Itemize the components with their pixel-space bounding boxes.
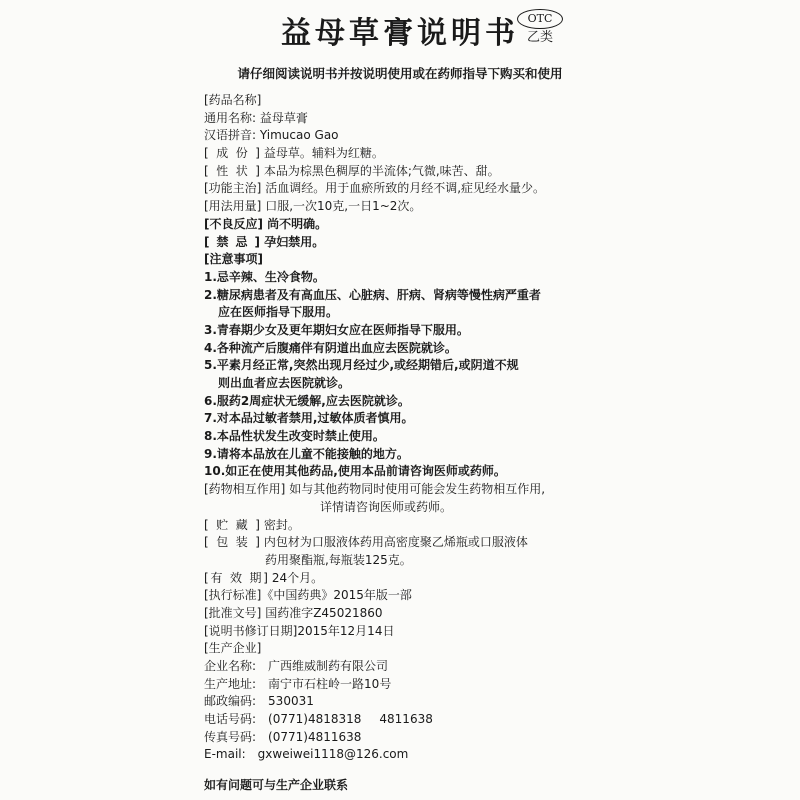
section-drug-name-header: [药品名称] [204, 93, 262, 107]
dosage-value: 口服,一次10克,一日1~2次。 [265, 199, 422, 214]
precaution-item-continued: 应在医师指导下服用。 [218, 305, 339, 320]
contraindications-row [204, 234, 794, 252]
adverse-reactions-row [204, 216, 794, 234]
pinyin-row [204, 127, 794, 145]
validity-value: 24个月。 [271, 570, 324, 585]
precaution-item: 10.如正在使用其他药品,使用本品前请咨询医师或药师。 [204, 464, 506, 479]
fax-label: 传真号码: [204, 729, 257, 744]
phone-label: 电话号码: [204, 712, 257, 727]
adverse-label: [不良反应] [204, 216, 263, 231]
precaution-item: 4.各种流产后腹痛伴有阴道出血应去医院就诊。 [204, 340, 457, 355]
precaution-item: 8.本品性状发生改变时禁止使用。 [204, 429, 385, 444]
approval-label: [批准文号] [204, 605, 262, 620]
approval-row [204, 605, 794, 623]
interactions-row [204, 481, 794, 499]
packaging-label: [包装] [204, 535, 260, 550]
indications-row [204, 180, 794, 198]
leaflet-body [204, 92, 794, 764]
company-name-value: 广西维威制药有限公司 [268, 659, 389, 673]
postcode-row [204, 693, 794, 711]
validity-row [204, 570, 794, 588]
storage-value: 密封。 [263, 517, 300, 532]
precaution-item: 9.请将本品放在儿童不能接触的地方。 [204, 446, 409, 461]
email-row [204, 746, 794, 764]
dosage-row [204, 198, 794, 216]
postcode-label: 邮政编码: [204, 694, 257, 709]
phone-value-primary: (0771)4818318 [268, 712, 362, 727]
otc-category: 乙类 [526, 30, 553, 45]
precaution-item: 7.对本品过敏者禁用,过敏体质者慎用。 [204, 411, 414, 426]
storage-label: [贮藏] [204, 517, 260, 532]
indications-value: 活血调经。用于血瘀所致的月经不调,症见经水量少。 [265, 181, 546, 196]
storage-row [204, 517, 794, 535]
ingredients-value: 益母草。辅料为红糖。 [263, 146, 384, 161]
properties-value: 本品为棕黑色稠厚的半流体;气微,味苦、甜。 [263, 163, 500, 178]
precautions-header: [注意事项] [204, 252, 263, 267]
precaution-item: 3.青春期少女及更年期妇女应在医师指导下服用。 [204, 322, 469, 337]
packaging-row [204, 534, 794, 552]
fax-row [204, 729, 794, 747]
standard-label: [执行标准] [204, 588, 262, 603]
standard-value: 《中国药典》2015年版一部 [261, 588, 412, 603]
manufacturer-header: [生产企业] [204, 641, 262, 656]
contraindications-value: 孕妇禁用。 [264, 234, 325, 249]
adverse-value: 尚不明确。 [267, 216, 328, 231]
company-name-row [204, 658, 794, 676]
precaution-item: 2.糖尿病患者及有高血压、心脏病、肝病、肾病等慢性病严重者 [204, 287, 541, 302]
properties-row [204, 163, 794, 181]
precaution-item: 1.忌辛辣、生冷食物。 [204, 269, 325, 284]
pinyin-value: Yimucao Gao [259, 128, 339, 143]
address-row [204, 676, 794, 694]
phone-row [204, 711, 794, 729]
generic-name-row [204, 110, 794, 128]
company-name-label: 企业名称: [204, 659, 257, 673]
interactions-label: [药物相互作用] [204, 482, 286, 497]
address-value: 南宁市石柱岭一路10号 [268, 676, 392, 691]
interactions-row-continued: 详情请咨询医师或药师。 [320, 499, 453, 514]
dosage-label: [用法用量] [204, 199, 262, 214]
interactions-value: 如与其他药物同时使用可能会发生药物相互作用, [289, 482, 546, 497]
precaution-item: 5.平素月经正常,突然出现月经过少,或经期错后,或阴道不规 [204, 358, 519, 373]
contact-footer: 如有问题可与生产企业联系 [204, 778, 349, 792]
otc-badge [514, 9, 566, 51]
packaging-row-continued: 药用聚酯瓶,每瓶装125克。 [265, 552, 412, 567]
ingredients-row [204, 145, 794, 163]
indications-label: [功能主治] [204, 181, 262, 196]
standard-row [204, 587, 794, 605]
otc-mark: OTC [517, 9, 563, 29]
address-label: 生产地址: [204, 676, 257, 691]
fax-value: (0771)4811638 [268, 729, 362, 744]
document-title: 益母草膏说明书 [281, 16, 519, 51]
generic-name-label: 通用名称: [204, 110, 257, 125]
generic-name-value: 益母草膏 [259, 110, 308, 125]
properties-label: [性状] [204, 163, 260, 178]
validity-label: [有 效 期] [204, 570, 268, 585]
usage-warning: 请仔细阅读说明书并按说明使用或在药师指导下购买和使用 [237, 66, 563, 81]
postcode-value: 530031 [268, 694, 314, 709]
packaging-value: 内包材为口服液体药用高密度聚乙烯瓶或口服液体 [263, 535, 528, 550]
revision-date-row [204, 623, 794, 641]
revision-label: [说明书修订日期] [204, 623, 298, 638]
ingredients-label: [成份] [204, 146, 260, 161]
precaution-item-continued: 则出血者应去医院就诊。 [218, 376, 351, 390]
phone-value-secondary: 4811638 [379, 712, 433, 727]
precaution-item: 6.服药2周症状无缓解,应去医院就诊。 [204, 393, 410, 408]
email-label: E-mail: [204, 747, 246, 762]
pinyin-label: 汉语拼音: [204, 128, 257, 143]
revision-value: 2015年12月14日 [297, 623, 395, 638]
contraindications-label: [禁忌] [204, 234, 260, 249]
approval-value: 国药准字Z45021860 [265, 605, 383, 620]
email-value: gxweiwei1118@126.com [257, 747, 409, 762]
